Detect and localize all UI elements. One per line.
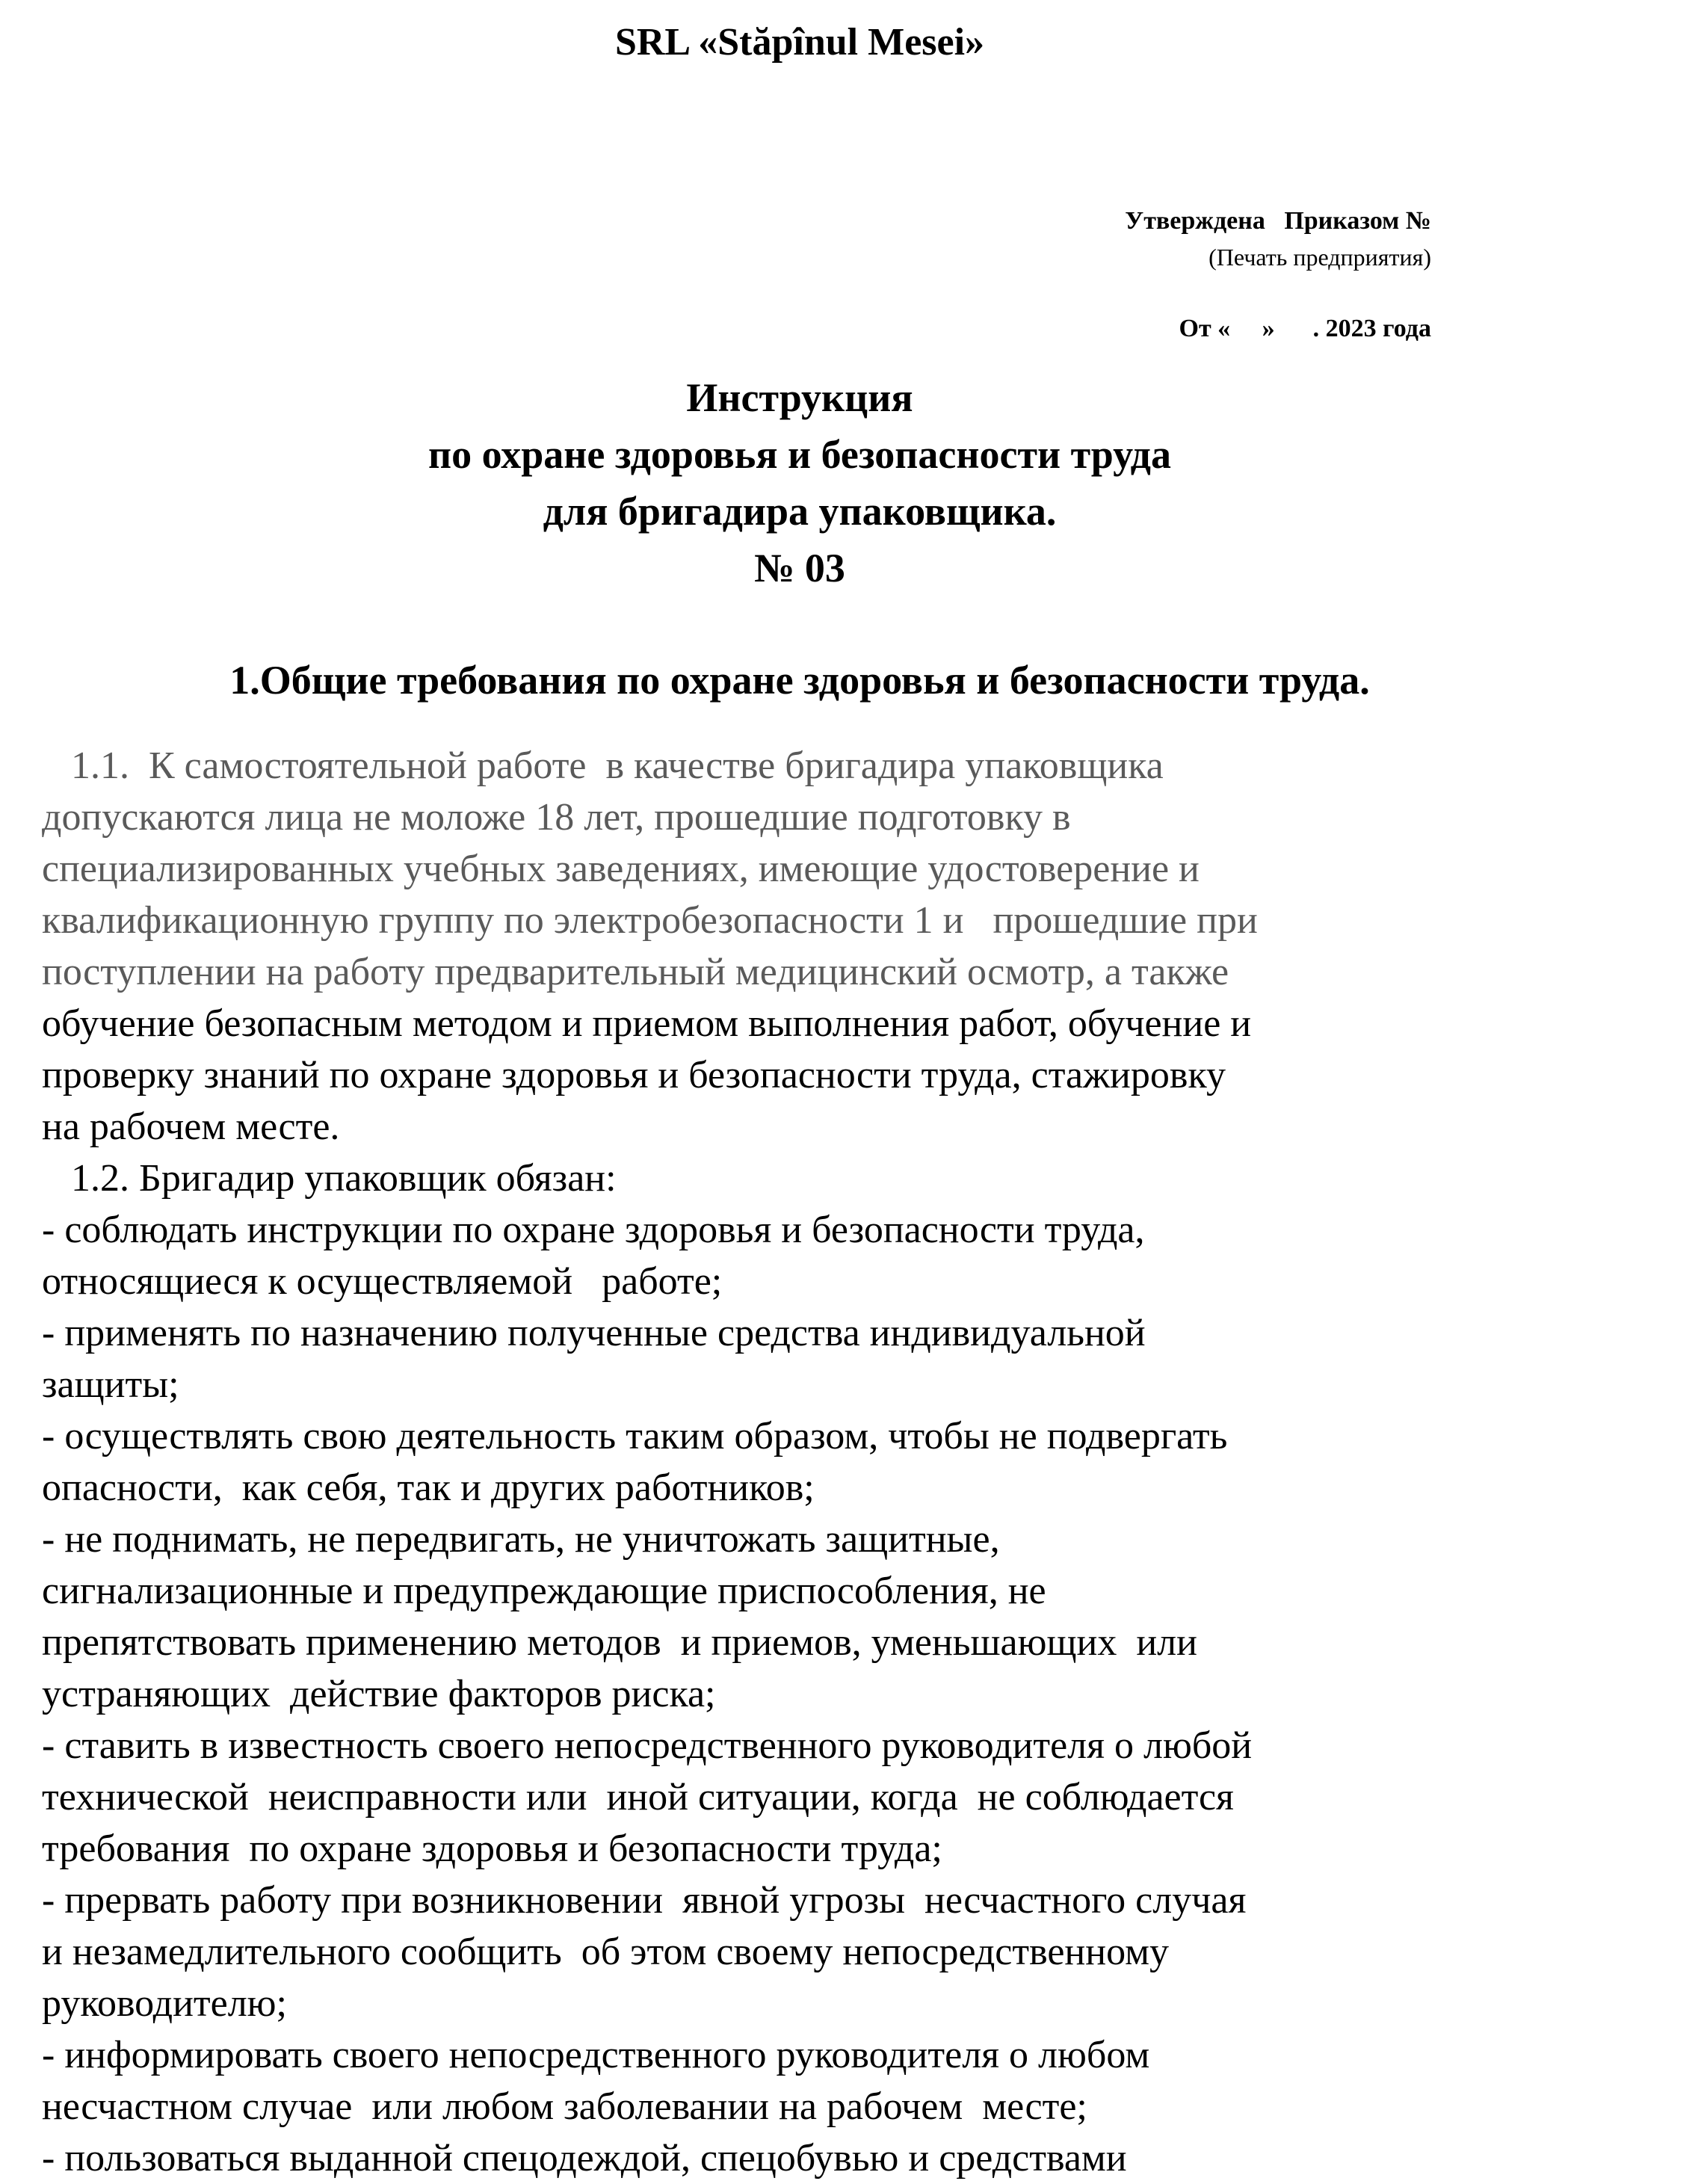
section-1-body <box>42 740 1671 2184</box>
title-line-2: по охране здоровья и безопасности труда <box>427 432 1172 477</box>
body-line: и незамедлительного сообщить об этом своему непосредственному <box>42 1931 1169 1973</box>
title-line-3: для бригадира упаковщика. <box>543 489 1057 534</box>
body-line: требования по охране здоровья и безопасности труда; <box>42 1827 942 1870</box>
body-line: квалификационную группу по электробезопасности 1 и прошедшие при <box>42 899 1258 942</box>
seal-note: (Печать предприятия) <box>1208 244 1431 271</box>
body-line: препятствовать применению методов и приемов, уменьшающих или <box>42 1621 1197 1664</box>
body-line: - пользоваться выданной спецодеждой, спецобувью и средствами <box>42 2137 1127 2180</box>
body-line: устраняющих действие факторов риска; <box>42 1673 716 1715</box>
body-line: специализированных учебных заведениях, имеющие удостоверение и <box>42 848 1200 890</box>
body-line: - применять по назначению полученные средства индивидуальной <box>42 1312 1146 1354</box>
body-line: опасности, как себя, так и других работников; <box>42 1466 815 1509</box>
body-line: поступлении на работу предварительный медицинский осмотр, а также <box>42 951 1229 993</box>
section-1-heading: 1.Общие требования по охране здоровья и безопасности труда. <box>229 658 1370 703</box>
body-line: несчастном случае или любом заболевании на рабочем месте; <box>42 2085 1087 2128</box>
body-line: - осуществлять свою деятельность таким образом, чтобы не подвергать <box>42 1415 1228 1457</box>
body-line: - информировать своего непосредственного руководителя о любом <box>42 2034 1150 2076</box>
body-line: относящиеся к осуществляемой работе; <box>42 1260 723 1303</box>
body-line: 1.1. К самостоятельной работе в качестве бригадира упаковщика <box>42 744 1164 787</box>
document-title <box>0 369 1599 596</box>
body-line: технической неисправности или иной ситуации, когда не соблюдается <box>42 1776 1234 1819</box>
body-line: допускаются лица не моложе 18 лет, прошедшие подготовку в <box>42 796 1071 839</box>
body-line: защиты; <box>42 1363 179 1406</box>
body-line: проверку знаний по охране здоровья и безопасности труда, стажировку <box>42 1054 1226 1096</box>
body-line: на рабочем месте. <box>42 1105 340 1148</box>
title-number: № 03 <box>754 546 845 590</box>
body-line: 1.2. Бригадир упаковщик обязан: <box>42 1157 617 1200</box>
body-line: - прервать работу при возникновении явной угрозы несчастного случая <box>42 1879 1247 1922</box>
title-line-1: Инструкция <box>686 375 913 420</box>
body-line: - ставить в известность своего непосредственного руководителя о любой <box>42 1724 1253 1767</box>
body-line: руководителю; <box>42 1982 287 2025</box>
body-line: - соблюдать инструкции по охране здоровья и безопасности труда, <box>42 1209 1145 1251</box>
approval-date-line: От « » . 2023 года <box>1179 315 1431 342</box>
company-name: SRL «Stăpînul Mesei» <box>614 21 985 64</box>
body-line: сигнализационные и предупреждающие приспособления, не <box>42 1570 1046 1612</box>
body-line: - не поднимать, не передвигать, не уничтожать защитные, <box>42 1518 1000 1561</box>
approval-order-line: Утверждена Приказом № <box>1125 207 1431 235</box>
body-line: обучение безопасным методом и приемом выполнения работ, обучение и <box>42 1002 1252 1045</box>
